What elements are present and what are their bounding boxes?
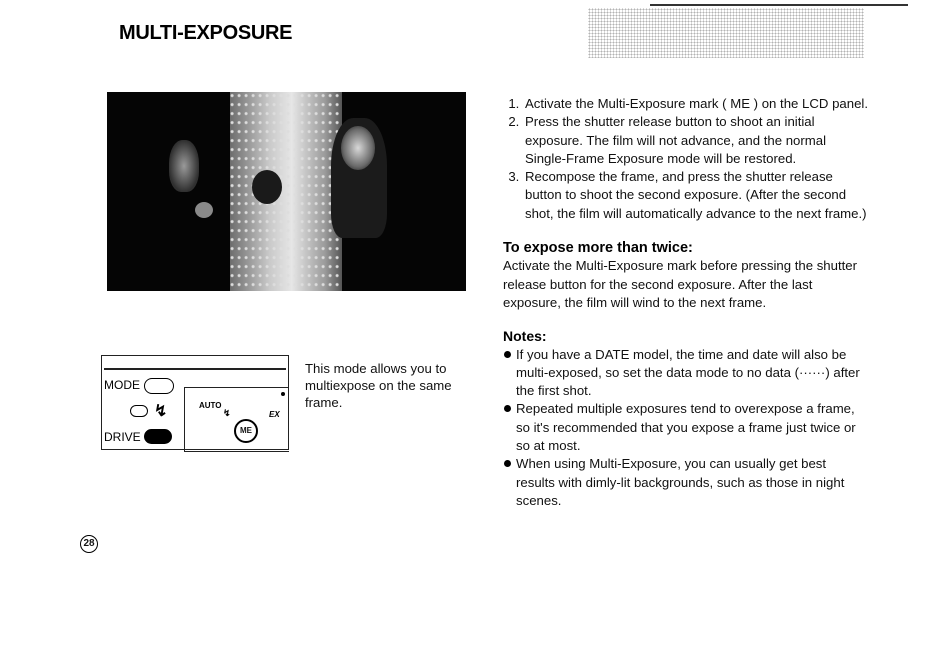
lcd-flash-icon: ↯ [223, 408, 231, 418]
step-item: 2. Press the shutter release button to shoot an initial exposure. The film will not advance, and the normal Single-Frame Exposure mode will be restored. [523, 113, 868, 168]
note-text: If you have a DATE model, the time and date will also be multi-exposed, so set the data mode to no data (······) after the first shot. [516, 346, 860, 399]
header-halftone-decoration [588, 8, 864, 58]
note-text: Repeated multiple exposures tend to overexpose a frame, so it's recommended that you expose a frame just twice or so at most. [516, 401, 856, 454]
page-number: 28 [80, 535, 98, 553]
note-text: When using Multi-Exposure, you can usually get best results with dimly-lit backgrounds, such as those in night scenes. [516, 456, 845, 508]
lcd-caption: This mode allows you to multiexpose on the same frame. [305, 361, 452, 410]
indicator-dot [281, 392, 285, 396]
step-item: 3. Recompose the frame, and press the shutter release button to shoot the second exposure. (After the second shot, the film will automatically advance to the next frame.) [523, 168, 868, 223]
more-than-twice-heading: To expose more than twice: [503, 240, 693, 257]
me-mark-icon [234, 419, 258, 443]
left-figure-hand [195, 202, 213, 218]
tree-knot [252, 170, 282, 204]
note-item [503, 400, 868, 455]
right-figure-face [341, 126, 375, 170]
steps-list [503, 95, 868, 223]
ex-label: EX [269, 410, 280, 419]
drive-button-icon [144, 429, 172, 444]
notes-list [503, 346, 868, 511]
lcd-display-area [184, 387, 289, 452]
note-item [503, 346, 868, 401]
auto-label: AUTO [199, 401, 222, 410]
instructions-column [503, 95, 868, 510]
bullet-icon [504, 405, 511, 412]
lcd-top-edge [104, 368, 286, 370]
step-item: 1. Activate the Multi-Exposure mark ( ME ) on the LCD panel. [523, 95, 868, 113]
bullet-icon [504, 460, 511, 467]
lcd-panel-illustration [101, 355, 289, 450]
notes-heading: Notes: [503, 328, 547, 345]
flash-icon: ↯ [154, 403, 168, 420]
mode-button-icon [144, 378, 174, 394]
header-rule [650, 4, 908, 6]
drive-label: DRIVE [104, 430, 141, 444]
note-item [503, 455, 868, 510]
page-title: MULTI-EXPOSURE [119, 22, 293, 44]
self-timer-icon [130, 405, 148, 417]
bullet-icon [504, 351, 511, 358]
more-than-twice-body: Activate the Multi-Exposure mark before pressing the shutter release button for the second exposure. After the last exposure, the film will wind to the next frame. [503, 258, 858, 310]
multi-exposure-photo [107, 92, 466, 291]
left-figure [169, 140, 199, 192]
mode-label: MODE [104, 378, 140, 392]
me-mark-label: ME [240, 426, 252, 435]
tree-trunk [230, 92, 342, 291]
